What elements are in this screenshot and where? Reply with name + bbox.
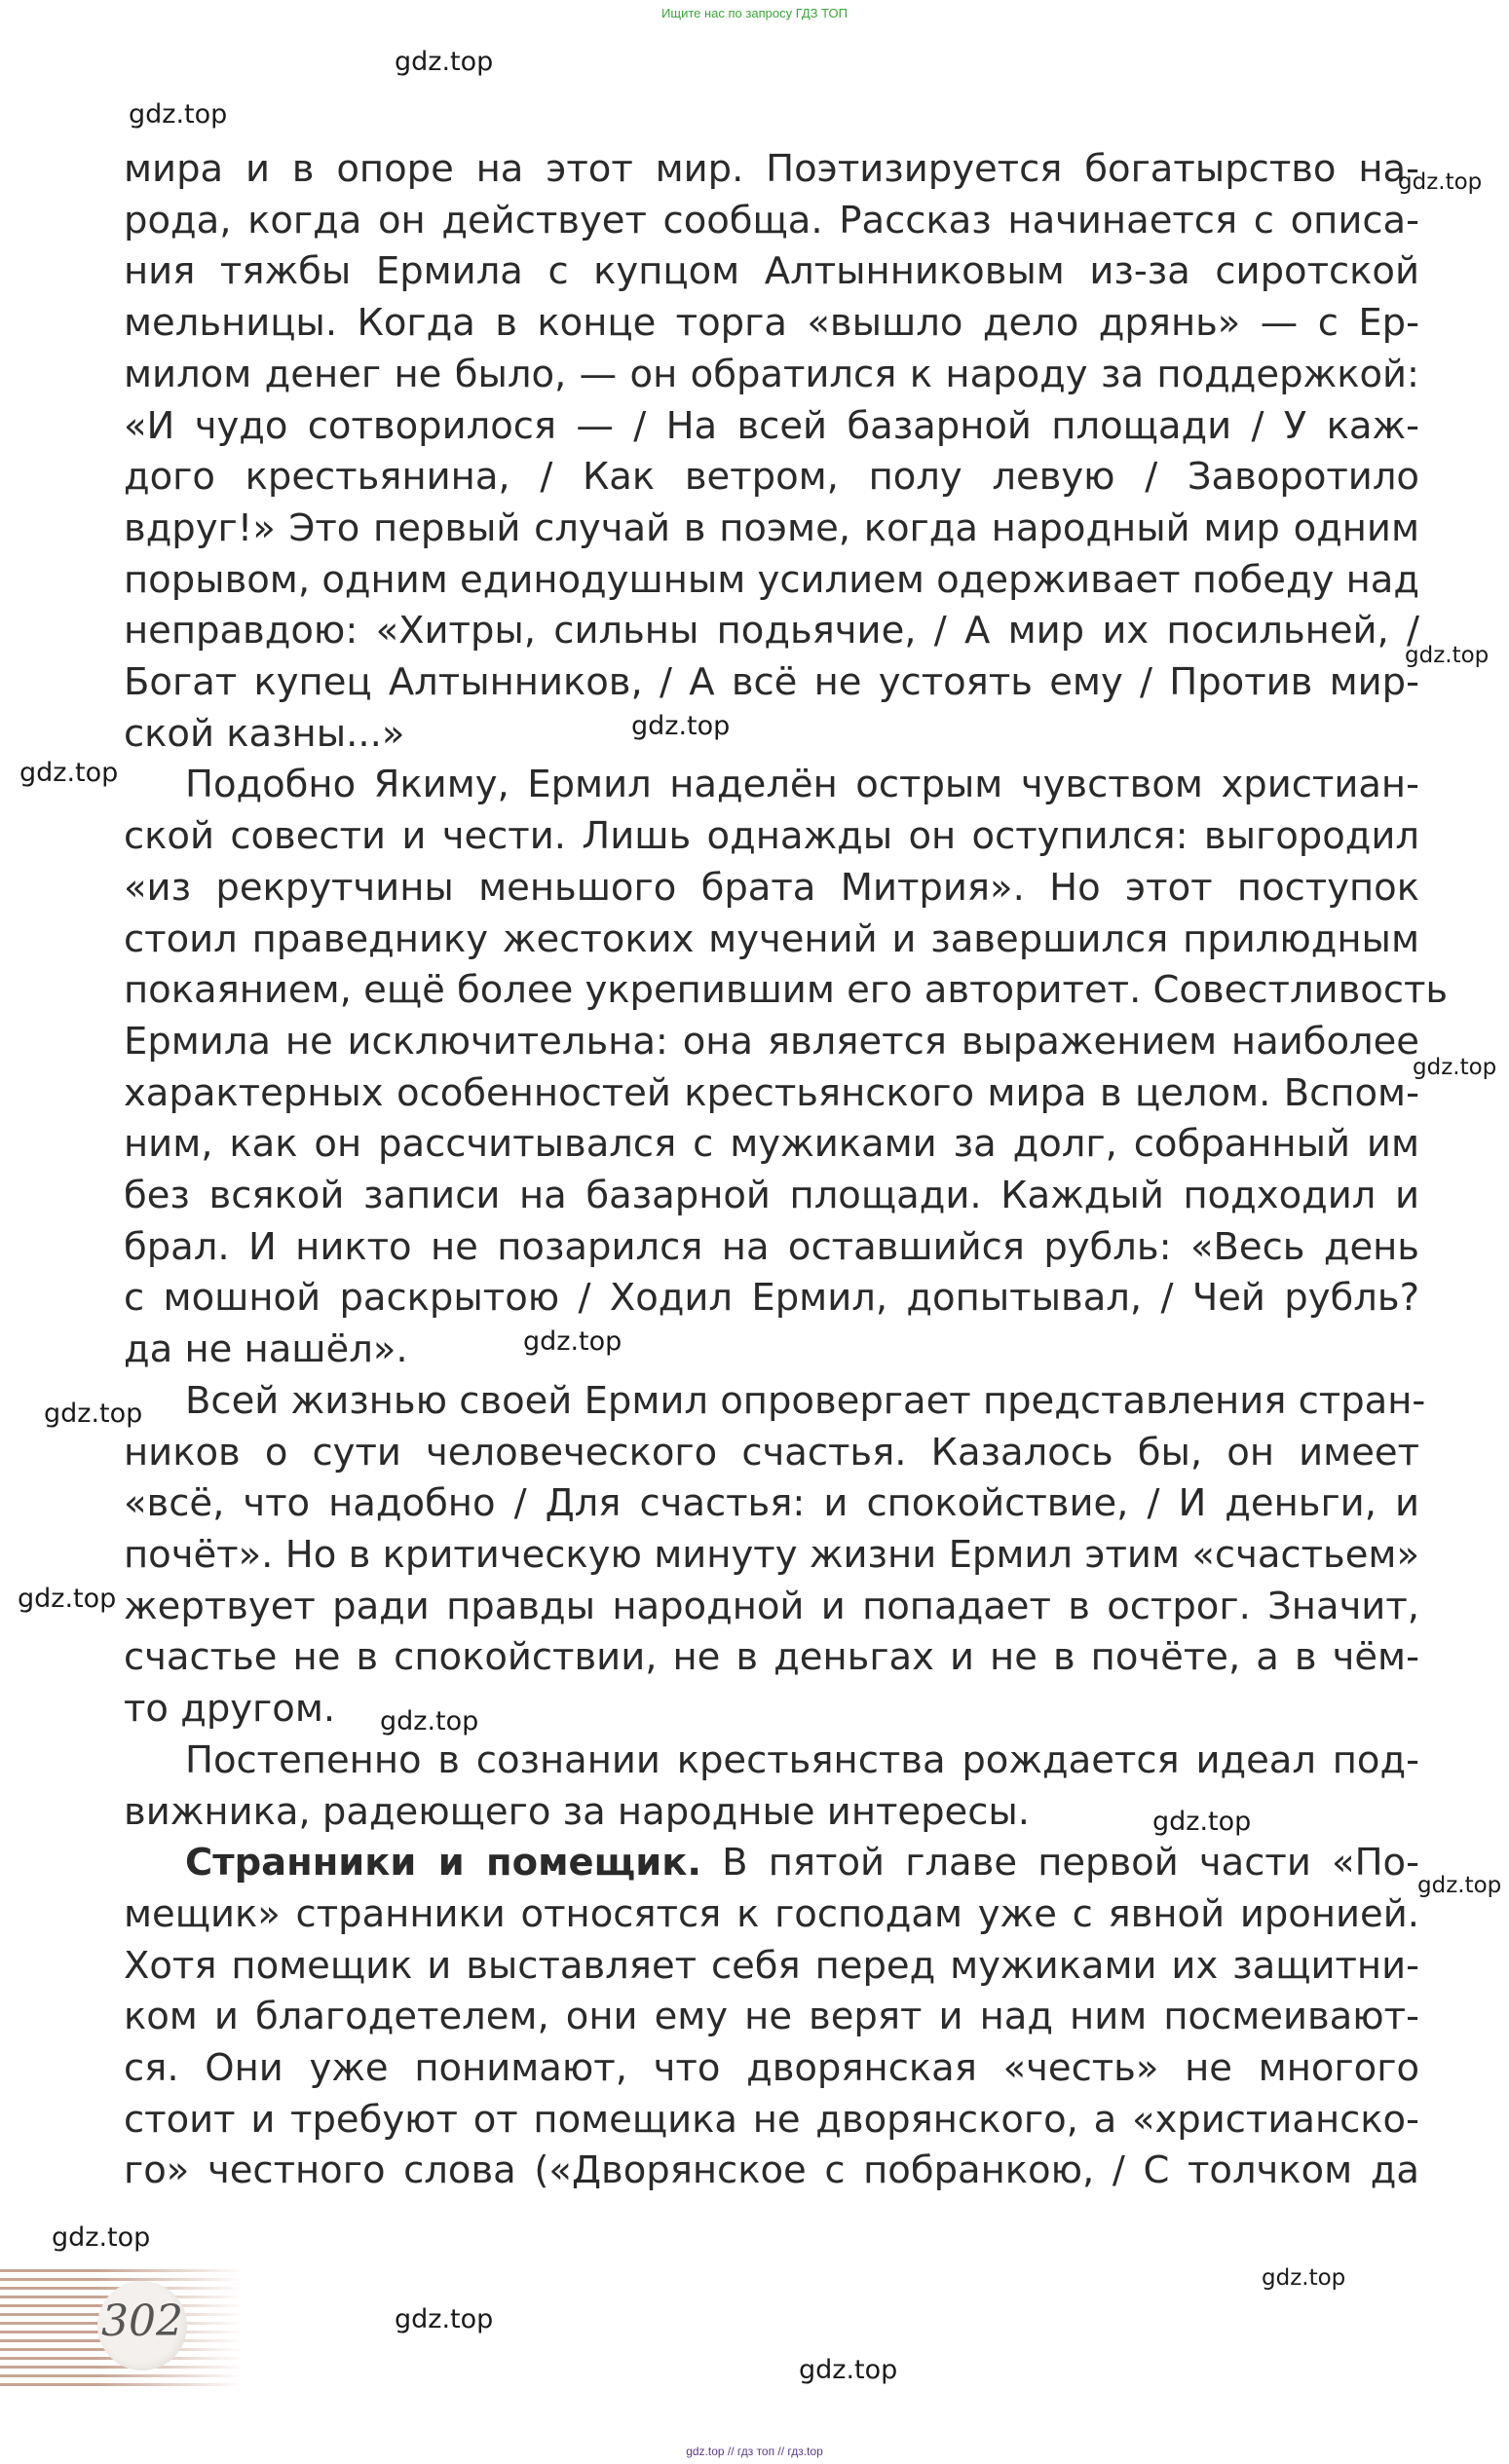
text-line: покаянием, ещё более укрепившим его авторитет. Совестливость	[124, 968, 1449, 1013]
text-line: рода, когда он действует сообща. Рассказ начинается с описа-	[124, 198, 1419, 243]
watermark-text: gdz.top	[44, 1399, 143, 1429]
text-line: почёт». Но в критическую минуту жизни Ермил этим «счастьем»	[124, 1532, 1419, 1577]
watermark-text: gdz.top	[799, 2355, 898, 2385]
page-number: 302	[101, 2296, 183, 2346]
watermark-text: gdz.top	[380, 1706, 479, 1736]
text-line: Ермила не исключительна: она является выражением наиболее	[124, 1019, 1419, 1064]
text-line: да не нашёл».	[124, 1327, 408, 1372]
text-line: мещик» странники относятся к господам уже с явной иронией.	[124, 1891, 1419, 1936]
section-heading: Странники и помещик.	[185, 1841, 701, 1885]
text-line: жертвует ради правды народной и попадает в острог. Значит,	[124, 1584, 1419, 1628]
watermark-text: gdz.top	[1398, 169, 1483, 195]
watermark-text: gdz.top	[1413, 1055, 1497, 1080]
text-line: Хотя помещик и выставляет себя перед мужиками их защитни-	[124, 1943, 1419, 1988]
text-line	[124, 1838, 1419, 1889]
text-line: с мошной раскрытою / Ходил Ермил, допытывал, / Чей рубль?	[124, 1276, 1419, 1321]
header-note: Ищите нас по запросу ГДЗ ТОП	[661, 6, 848, 20]
text-line: «всё, что надобно / Для счастья: и спокойствие, / И деньги, и	[124, 1481, 1419, 1526]
text-line: Подобно Якиму, Ермил наделён острым чувством христиан-	[185, 763, 1419, 807]
text-line: счастье не в спокойствии, не в деньгах и не в почёте, а в чём-	[124, 1635, 1419, 1680]
text-line: то другом.	[124, 1687, 336, 1732]
text-line: Богат купец Алтынников, / А всё не устоять ему / Против мир-	[124, 660, 1419, 705]
text-line: ся. Они уже понимают, что дворянская «честь» не многого	[124, 2046, 1419, 2091]
watermark-text: gdz.top	[395, 2304, 494, 2334]
text-fragment: В пятой главе первой части «По-	[700, 1841, 1419, 1885]
text-line: стоил праведнику жестоких мучений и завершился прилюдным	[124, 916, 1419, 961]
text-line: Постепенно в сознании крестьянства рождается идеал под-	[185, 1737, 1419, 1782]
watermark-text: gdz.top	[523, 1326, 622, 1357]
text-line: неправдою: «Хитры, сильны подьячие, / А мир их посильней, /	[124, 609, 1419, 653]
watermark-text: gdz.top	[18, 1584, 117, 1614]
text-line: Всей жизнью своей Ермил опровергает представления стран-	[185, 1378, 1426, 1423]
watermark-text: gdz.top	[52, 2222, 151, 2253]
watermark-text: gdz.top	[19, 758, 119, 788]
watermark-text: gdz.top	[1152, 1807, 1252, 1837]
text-line: ним, как он рассчитывался с мужиками за долг, собранный им	[124, 1122, 1419, 1167]
text-line: стоит и требуют от помещика не дворянского, а «христианско-	[124, 2097, 1419, 2142]
text-line: «из рекрутчины меньшого брата Митрия». Но этот поступок	[124, 865, 1419, 910]
watermark-text: gdz.top	[1417, 1873, 1502, 1898]
text-line: милом денег не было, — он обратился к народу за поддержкой:	[124, 352, 1419, 396]
text-line: ской совести и чести. Лишь однажды он оступился: выгородил	[124, 814, 1419, 859]
text-line: ком и благодетелем, они ему не верят и над ним посмеивают-	[124, 1995, 1419, 2039]
text-line: брал. И никто не позарился на оставшийся рубль: «Весь день	[124, 1224, 1419, 1269]
text-line: дого крестьянина, / Как ветром, полу левую / Заворотило	[124, 455, 1419, 500]
watermark-text: gdz.top	[1405, 643, 1490, 668]
footer-note: gdz.top // гдз топ // гдз.top	[686, 2445, 823, 2458]
text-line: мельницы. Когда в конце торга «вышло дело дрянь» — с Ер-	[124, 301, 1419, 346]
text-line: мира и в опоре на этот мир. Поэтизируется богатырство на-	[124, 147, 1419, 191]
text-line: го» честного слова («Дворянское с побранкою, / С толчком да	[124, 2148, 1419, 2193]
text-line: вижника, радеющего за народные интересы.	[124, 1789, 1031, 1834]
text-line: ников о сути человеческого счастья. Казалось бы, он имеет	[124, 1430, 1419, 1475]
text-line: без всякой записи на базарной площади. Каждый подходил и	[124, 1174, 1419, 1218]
watermark-text: gdz.top	[631, 711, 731, 741]
watermark-text: gdz.top	[1262, 2265, 1346, 2291]
text-line: характерных особенностей крестьянского мира в целом. Вспом-	[124, 1070, 1419, 1115]
watermark-text: gdz.top	[129, 99, 228, 130]
text-line: вдруг!» Это первый случай в поэме, когда народный мир одним	[124, 505, 1419, 550]
text-line: порывом, одним единодушным усилием одерживает победу над	[124, 557, 1419, 602]
text-line: ния тяжбы Ермила с купцом Алтынниковым из-за сиротской	[124, 249, 1419, 294]
text-line: ской казны...»	[124, 711, 405, 756]
text-line: «И чудо сотворилося — / На всей базарной площади / У каж-	[124, 403, 1419, 448]
watermark-text: gdz.top	[395, 47, 494, 77]
